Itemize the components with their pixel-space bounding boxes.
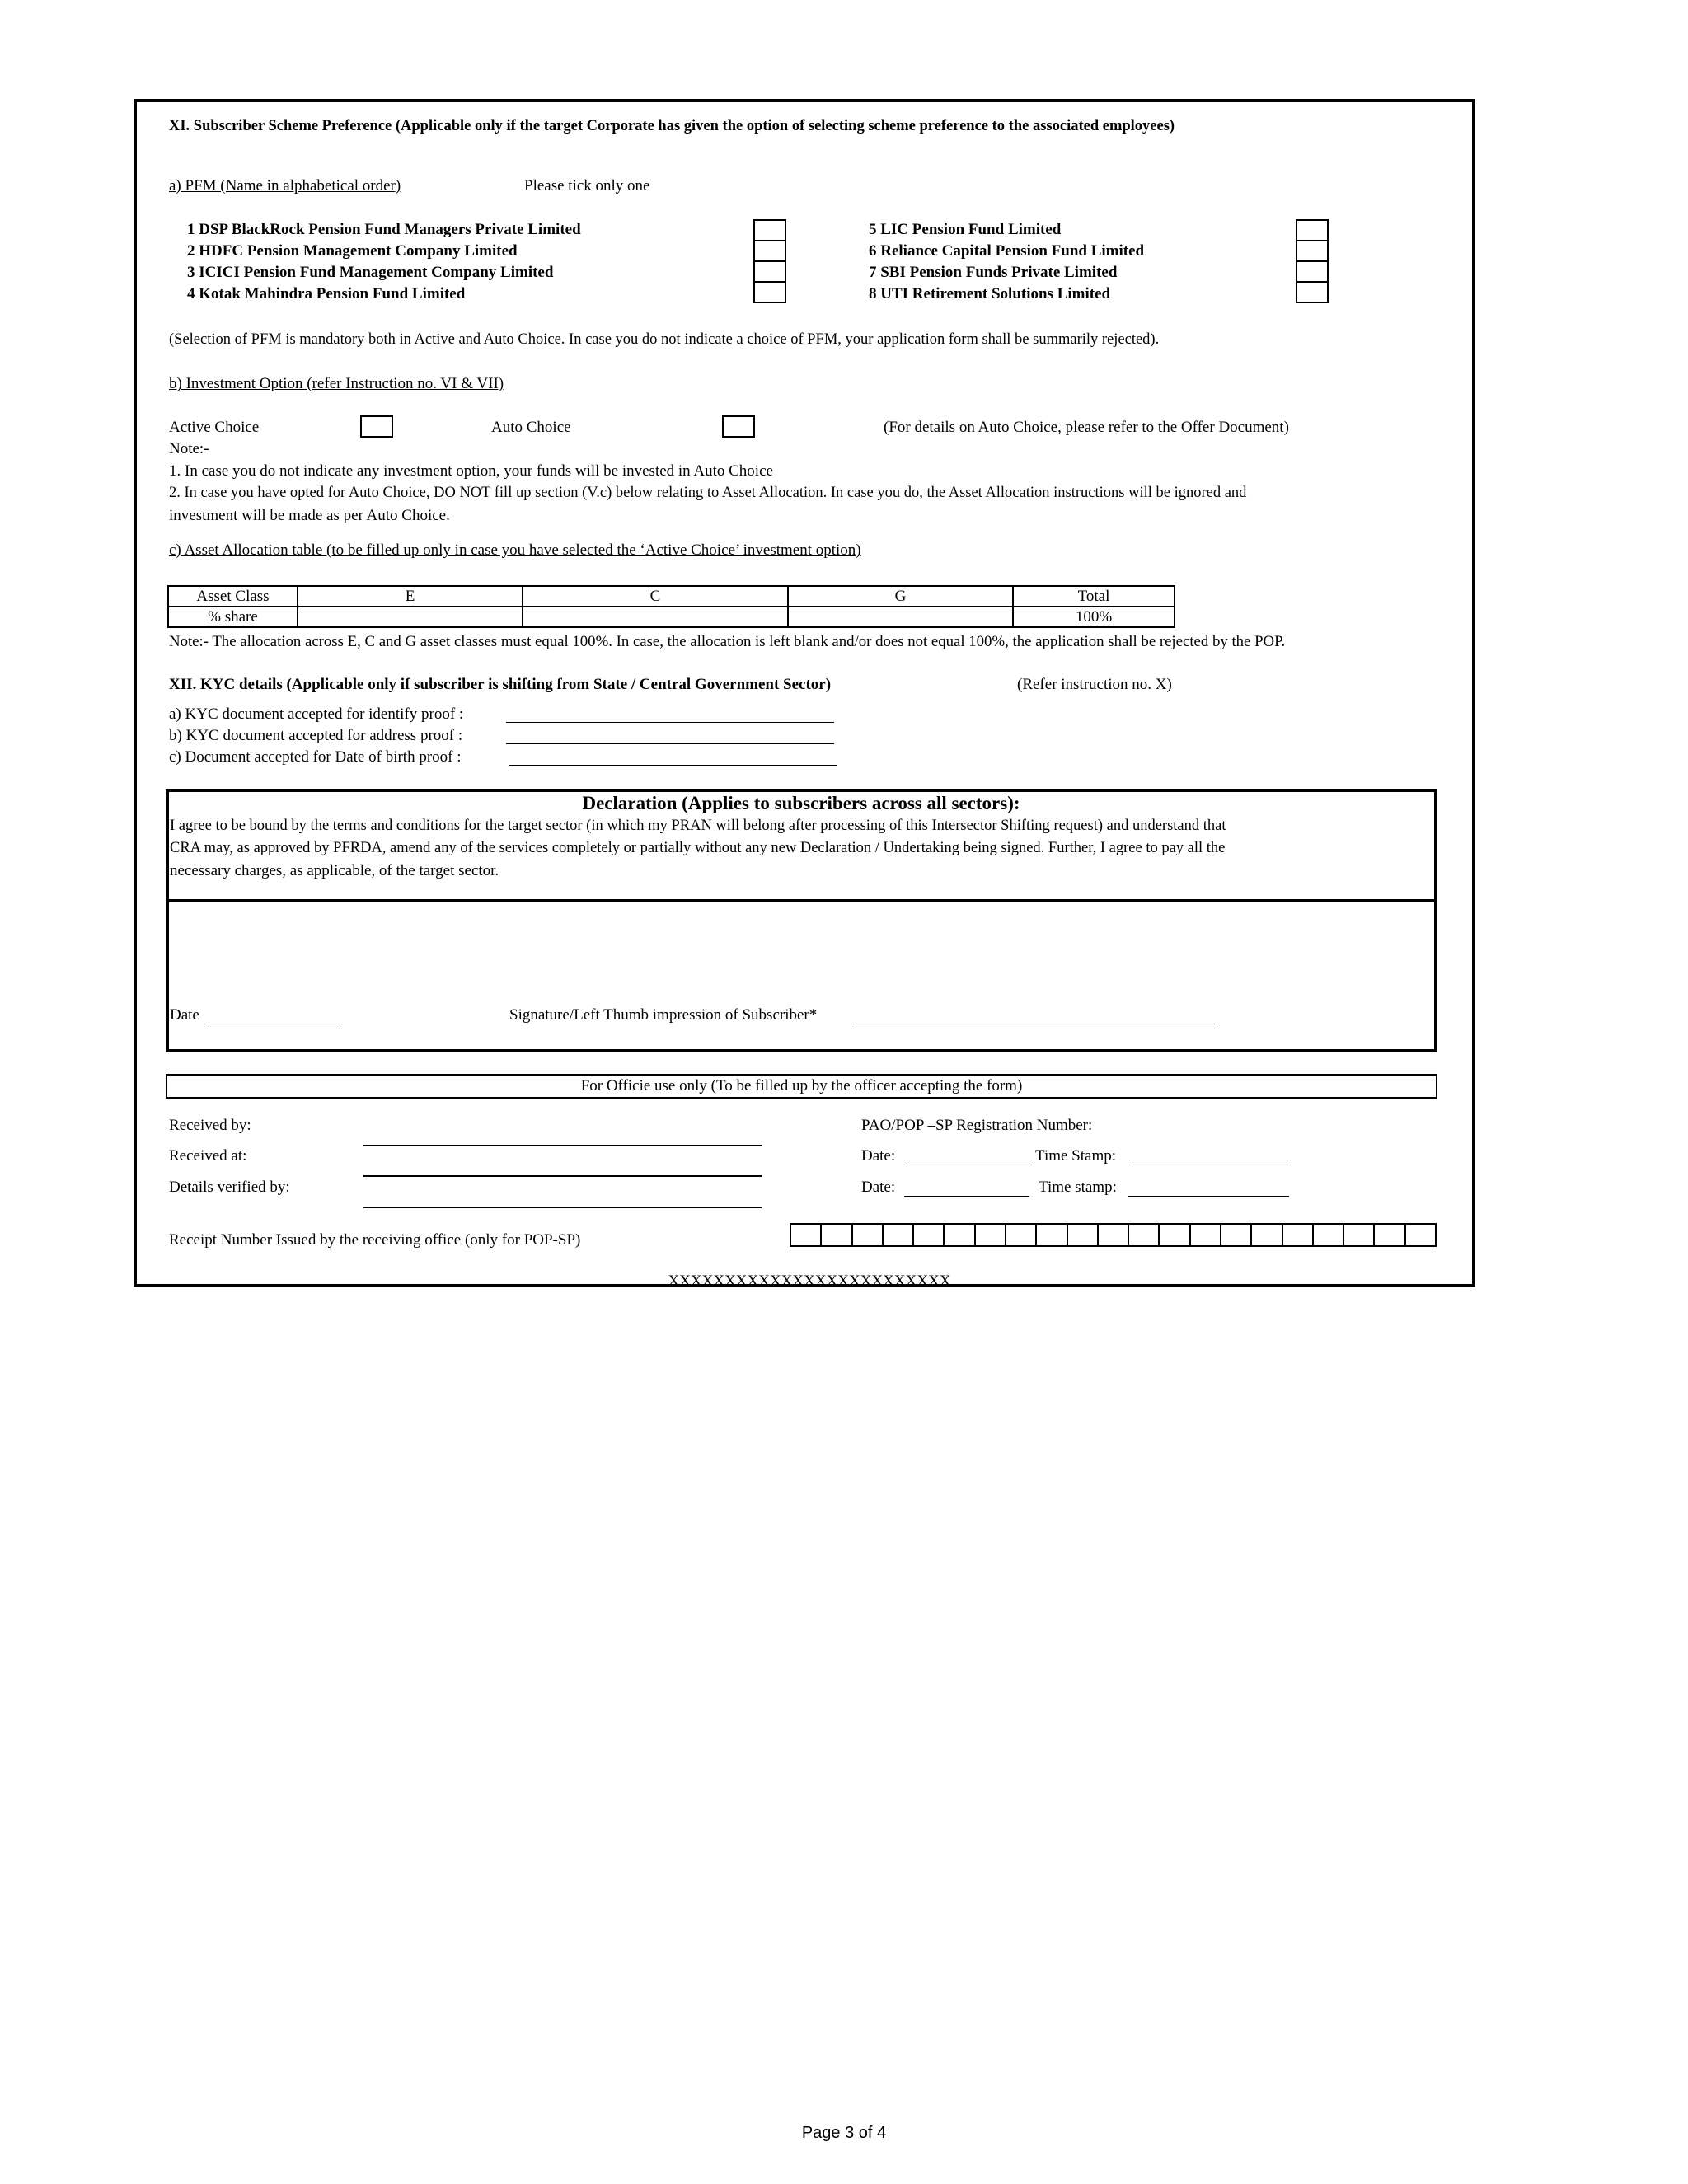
note-2-continued: investment will be made as per Auto Choice. [169, 507, 450, 524]
table-header-total: Total [1013, 586, 1175, 607]
pfm-option-5: 5 LIC Pension Fund Limited [869, 221, 1062, 238]
receipt-number-boxes[interactable] [790, 1223, 1437, 1247]
auto-choice-label: Auto Choice [491, 419, 571, 436]
asset-allocation-table [167, 585, 1175, 628]
kyc-dob-label: c) Document accepted for Date of birth proof : [169, 748, 462, 766]
pfm-checkbox-5[interactable] [1296, 219, 1329, 241]
signature-label: Signature/Left Thumb impression of Subscriber* [509, 1006, 818, 1024]
verified-by-field[interactable] [363, 1189, 762, 1208]
active-choice-checkbox[interactable] [360, 415, 393, 438]
declaration-line-3: necessary charges, as applicable, of the target sector. [170, 862, 499, 879]
date-1-field[interactable] [904, 1148, 1029, 1165]
verified-by-label: Details verified by: [169, 1179, 290, 1196]
tick-note: Please tick only one [524, 177, 650, 194]
pfm-checkbox-3[interactable] [753, 260, 786, 283]
date-2-field[interactable] [904, 1179, 1029, 1197]
table-header-g: G [788, 586, 1013, 607]
active-choice-label: Active Choice [169, 419, 260, 436]
share-total-cell: 100% [1013, 607, 1175, 627]
declaration-divider [169, 899, 1434, 902]
table-header-e: E [298, 586, 523, 607]
kyc-identity-label: a) KYC document accepted for identify proof : [169, 705, 464, 723]
time-stamp-2-field[interactable] [1128, 1179, 1289, 1197]
table-row [168, 607, 1175, 627]
kyc-refer-note: (Refer instruction no. X) [1017, 676, 1172, 693]
investment-option-label: b) Investment Option (refer Instruction no. VI & VII) [169, 375, 504, 392]
pfm-checkbox-7[interactable] [1296, 260, 1329, 283]
received-at-label: Received at: [169, 1147, 247, 1165]
kyc-identity-field[interactable] [506, 705, 834, 723]
pfm-option-7: 7 SBI Pension Funds Private Limited [869, 264, 1118, 281]
share-g-cell[interactable] [788, 607, 1013, 627]
date-2-label: Date: [861, 1179, 896, 1196]
time-stamp-1-label: Time Stamp: [1035, 1147, 1117, 1165]
received-by-label: Received by: [169, 1117, 251, 1134]
auto-choice-checkbox[interactable] [722, 415, 755, 438]
pfm-checkbox-8[interactable] [1296, 281, 1329, 303]
share-c-cell[interactable] [523, 607, 788, 627]
pfm-option-8: 8 UTI Retirement Solutions Limited [869, 285, 1111, 302]
pfm-option-3: 3 ICICI Pension Fund Management Company Limited [187, 264, 554, 281]
office-use-header: For Officie use only (To be filled up by the officer accepting the form) [166, 1074, 1437, 1099]
kyc-dob-field[interactable] [509, 748, 837, 766]
pfm-label: a) PFM (Name in alphabetical order) [169, 177, 401, 194]
declaration-line-1: I agree to be bound by the terms and conditions for the target sector (in which my PRAN will belong after processing of this Intersector Shifting request) and understand that [170, 818, 1226, 834]
pfm-checkbox-2[interactable] [753, 240, 786, 262]
auto-choice-details: (For details on Auto Choice, please refer to the Offer Document) [884, 419, 1289, 436]
table-header-c: C [523, 586, 788, 607]
section-xii-title: XII. KYC details (Applicable only if subscriber is shifting from State / Central Government Sector) [169, 676, 832, 693]
table-row [168, 586, 1175, 607]
pfm-option-2: 2 HDFC Pension Management Company Limited [187, 242, 518, 260]
pfm-mandatory-note: (Selection of PFM is mandatory both in Active and Auto Choice. In case you do not indicate a choice of PFM, your application form shall be summarily rejected). [169, 331, 1160, 348]
section-xi-title: XI. Subscriber Scheme Preference (Applicable only if the target Corporate has given the option of selecting scheme preference to the associated employees) [169, 118, 1175, 134]
pfm-option-6: 6 Reliance Capital Pension Fund Limited [869, 242, 1145, 260]
signature-field[interactable] [856, 1007, 1215, 1024]
asset-allocation-label: c) Asset Allocation table (to be filled up only in case you have selected the ‘Active Choice’ investment option) [169, 541, 861, 559]
share-label-cell: % share [168, 607, 298, 627]
received-by-field[interactable] [363, 1127, 762, 1146]
page-number: Page 3 of 4 [801, 2124, 887, 2142]
time-stamp-2-label: Time stamp: [1039, 1179, 1117, 1196]
share-e-cell[interactable] [298, 607, 523, 627]
declaration-title: Declaration (Applies to subscribers across all sectors): [582, 793, 1020, 813]
pfm-option-1: 1 DSP BlackRock Pension Fund Managers Private Limited [187, 221, 581, 238]
pao-registration-label: PAO/POP –SP Registration Number: [861, 1117, 1093, 1134]
note-2: 2. In case you have opted for Auto Choice, DO NOT fill up section (V.c) below relating to Asset Allocation. In case you do, the Asset Allocation instructions will be ignored and [169, 485, 1247, 501]
declaration-line-2: CRA may, as approved by PFRDA, amend any of the services completely or partially without any new Declaration / Undertaking being signed. Further, I agree to pay all the [170, 840, 1226, 856]
time-stamp-1-field[interactable] [1129, 1148, 1291, 1165]
date-1-label: Date: [861, 1147, 896, 1165]
pfm-option-4: 4 Kotak Mahindra Pension Fund Limited [187, 285, 466, 302]
receipt-number-label: Receipt Number Issued by the receiving office (only for POP-SP) [169, 1231, 581, 1249]
note-label: Note:- [169, 440, 209, 457]
received-at-field[interactable] [363, 1158, 762, 1177]
kyc-address-label: b) KYC document accepted for address proof : [169, 727, 463, 744]
pfm-checkbox-1[interactable] [753, 219, 786, 241]
pfm-checkbox-4[interactable] [753, 281, 786, 303]
allocation-note: Note:- The allocation across E, C and G asset classes must equal 100%. In case, the allocation is left blank and/or does not equal 100%, the application shall be rejected by the POP. [169, 633, 1286, 650]
table-header-asset-class: Asset Class [168, 586, 298, 607]
date-label: Date [170, 1006, 199, 1024]
pfm-checkbox-6[interactable] [1296, 240, 1329, 262]
date-field[interactable] [207, 1007, 342, 1024]
note-1: 1. In case you do not indicate any investment option, your funds will be invested in Auto Choice [169, 462, 773, 480]
separator-marks: XXXXXXXXXXXXXXXXXXXXXXXXX [668, 1272, 951, 1290]
kyc-address-field[interactable] [506, 727, 834, 744]
